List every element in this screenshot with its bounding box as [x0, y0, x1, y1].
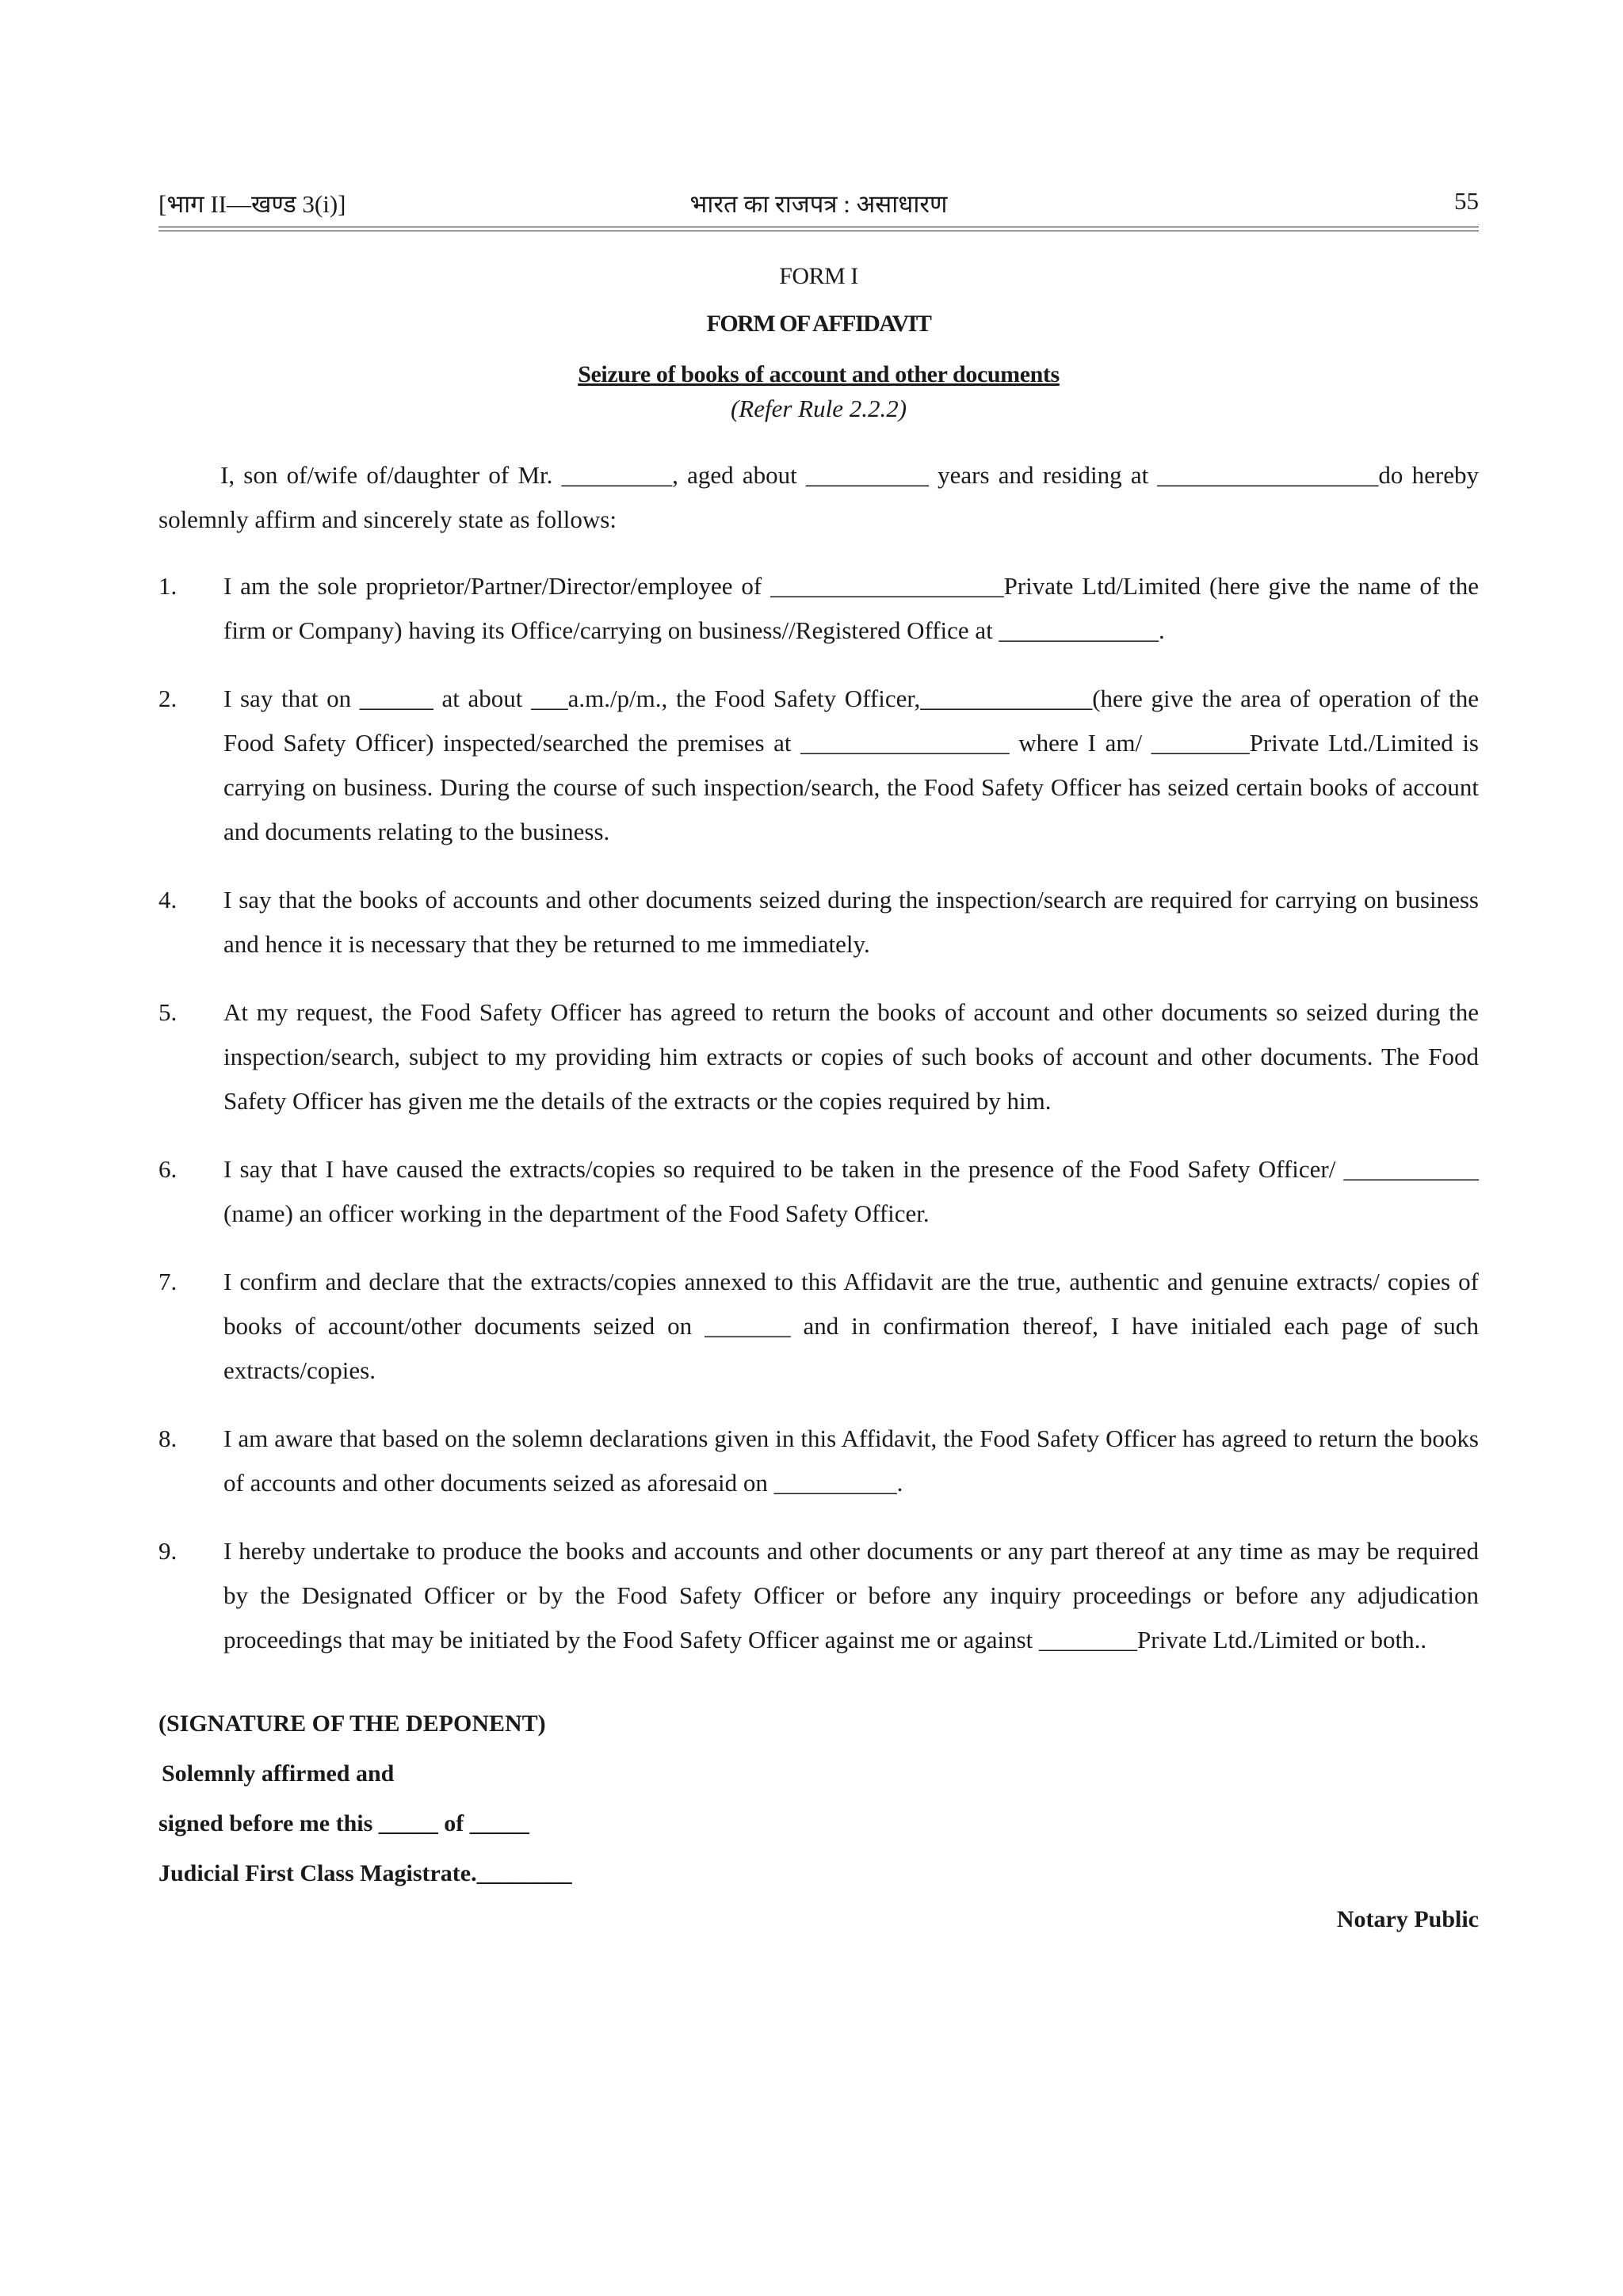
item-number: 7. [158, 1268, 178, 1295]
gazette-header [158, 184, 1479, 222]
item-text: At my request, the Food Safety Officer has agreed to return the books of account and other documents so seized during the inspection/search, subject to my providing him extracts or copies of such books of account and other documents. The Food Safety Officer has given me the details of the extracts or the copies required by him. [223, 998, 1479, 1115]
header-page-number: 55 [1454, 187, 1479, 215]
affidavit-item [158, 1260, 1479, 1393]
item-text: I confirm and declare that the extracts/copies annexed to this Affidavit are the true, authentic and genuine extracts/ copies of books of account/other documents seized on _______ and in confirmation thereof, I have initialed each page of such extracts/copies. [223, 1268, 1479, 1384]
signed-before-line: signed before me this _____ of _____ [158, 1810, 529, 1836]
item-number: 6. [158, 1155, 178, 1183]
affidavit-item [158, 1147, 1479, 1236]
item-text: I am aware that based on the solemn declarations given in this Affidavit, the Food Safety Officer has agreed to return the books of accounts and other documents seized as aforesaid on __________. [223, 1425, 1479, 1497]
item-text: I say that on ______ at about ___a.m./p/m., the Food Safety Officer,______________(here give the area of operation of the Food Safety Officer) inspected/searched the premises at _________________ where I am/ ________Private Ltd./Limited is carrying on business. During the course of such inspection/search, the Food Safety Officer has seized certain books of account and documents relating to the business. [223, 685, 1479, 845]
affidavit-item [158, 564, 1479, 653]
form-subject: Seizure of books of account and other documents [578, 361, 1060, 387]
affirmed-line: Solemnly affirmed and [162, 1760, 395, 1787]
item-number: 2. [158, 685, 178, 712]
affidavit-item [158, 878, 1479, 967]
form-reference: (Refer Rule 2.2.2) [730, 395, 907, 422]
affidavit-item [158, 990, 1479, 1123]
notary-public-label: Notary Public [1336, 1906, 1479, 1932]
affidavit-item [158, 677, 1479, 854]
signature-block [158, 1708, 1479, 1890]
item-number: 1. [158, 572, 178, 600]
affidavit-item [158, 1417, 1479, 1505]
item-text: I say that I have caused the extracts/copies so required to be taken in the presence of the Food Safety Officer/ ___________ (name) an officer working in the department of the Food Safety Officer. [223, 1155, 1479, 1227]
form-number: FORM I [779, 263, 858, 289]
item-number: 9. [158, 1537, 178, 1565]
affidavit-item [158, 1529, 1479, 1662]
deponent-signature-label: (SIGNATURE OF THE DEPONENT) [158, 1711, 546, 1737]
magistrate-line: Judicial First Class Magistrate.________ [158, 1860, 572, 1886]
item-text: I am the sole proprietor/Partner/Director/employee of ___________________Private Ltd/Limited (here give the name of the firm or Company) having its Office/carrying on business//Registered Office at _____________. [223, 572, 1479, 644]
item-number: 8. [158, 1425, 178, 1452]
header-gazette-title: भारत का राजपत्र : असाधारण [689, 190, 948, 218]
header-part-section: [भाग II—खण्ड 3(i)] [158, 190, 346, 218]
affidavit-intro: I, son of/wife of/daughter of Mr. _________, aged about __________ years and residing at __________________do hereby solemnly affirm and sincerely state as follows: [158, 461, 1479, 533]
form-title: FORM OF AFFIDAVIT [706, 311, 931, 337]
item-number: 5. [158, 998, 178, 1026]
affidavit-items [158, 564, 1479, 1662]
item-text: I hereby undertake to produce the books and accounts and other documents or any part thereof at any time as may be required by the Designated Officer or by the Food Safety Officer or before any inquiry proceedings or before any adjudication proceedings that may be initiated by the Food Safety Officer against me or against ________Private Ltd./Limited or both.. [223, 1537, 1479, 1653]
item-text: I say that the books of accounts and other documents seized during the inspection/search are required for carrying on business and hence it is necessary that they be returned to me immediately. [223, 886, 1479, 958]
document-page [158, 184, 1479, 1933]
item-number: 4. [158, 886, 178, 913]
